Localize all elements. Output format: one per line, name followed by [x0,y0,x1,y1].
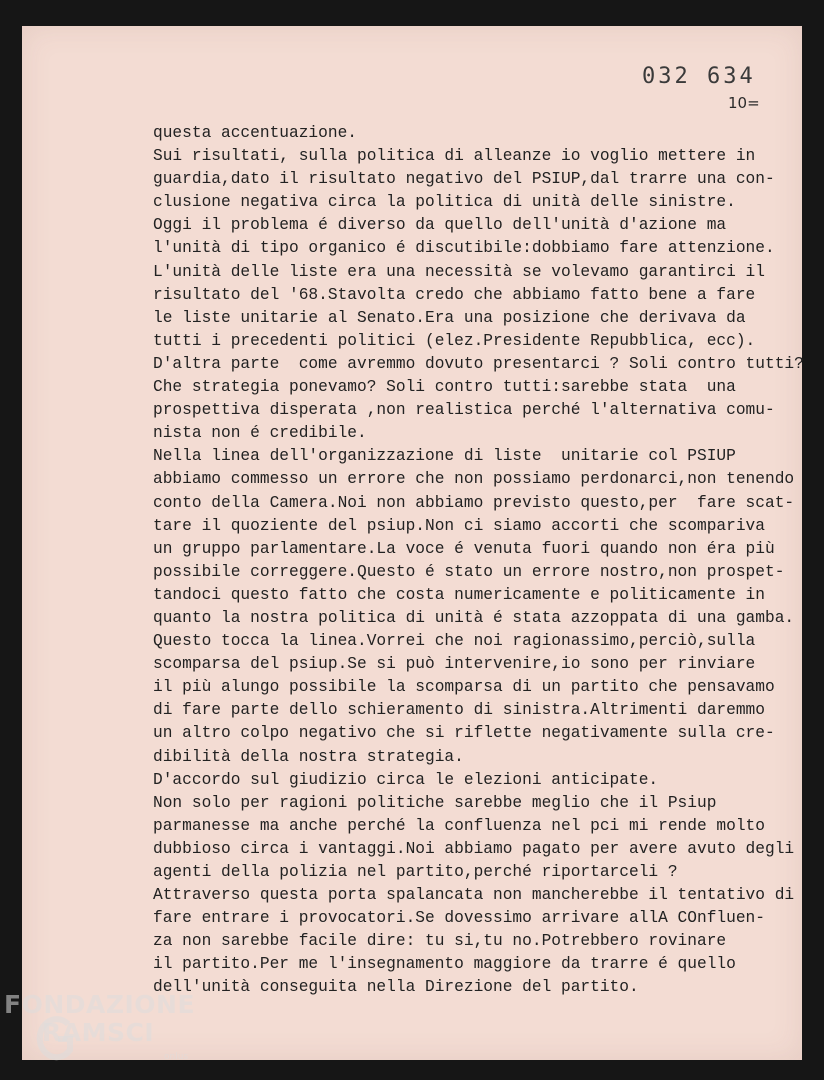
text-line: tandoci questo fatto che costa numericamente e politicamente in [153,585,765,604]
text-line: conto della Camera.Noi non abbiamo previsto questo,per fare scat- [153,493,795,512]
text-line: scomparsa del psiup.Se si può intervenire,io sono per rinviare [153,655,756,674]
text-line: un gruppo parlamentare.La voce é venuta fuori quando non éra più [153,539,775,558]
archive-number: 032 634 [642,64,756,89]
text-line: tutti i precedenti politici (elez.Presidente Repubblica, ecc). [153,331,756,350]
text-line: possibile correggere.Questo é stato un errore nostro,non prospet- [153,562,785,581]
text-line: il più alungo possibile la scomparsa di un partito che pensavamo [153,678,775,697]
page-number: 10= [728,94,760,112]
text-line: questa accentuazione. [153,124,357,142]
text-line: il partito.Per me l'insegnamento maggiore da trarre é quello [153,955,736,974]
watermark-onlus: onlus [164,1052,189,1062]
text-line: clusione negativa circa la politica di unità delle sinistre. [153,193,736,212]
text-line: parmanesse ma anche perché la confluenza nel pci mi rende molto [153,816,765,835]
text-line: Oggi il problema é diverso da quello dell'unità d'azione ma [153,216,727,235]
text-line: tare il quoziente del psiup.Non ci siamo accorti che scompariva [153,516,765,535]
text-line: prospettiva disperata ,non realistica perché l'alternativa comu- [153,401,775,420]
fondazione-gramsci-watermark [4,990,234,1075]
typewritten-text [153,122,804,1000]
text-line: dibilità della nostra strategia. [153,747,464,766]
text-line: risultato del '68.Stavolta credo che abbiamo fatto bene a fare [153,285,756,304]
text-line: Nella linea dell'organizzazione di liste unitarie col PSIUP [153,447,736,466]
text-line: di fare parte dello schieramento di sinistra.Altrimenti daremmo [153,701,765,720]
text-line: dubbioso circa i vantaggi.Noi abbiamo pagato per avere avuto degli [153,839,795,858]
text-line: za non sarebbe facile dire: tu si,tu no.Potrebbero rovinare [153,932,727,951]
text-line: guardia,dato il risultato negativo del PSIUP,dal trarre una con- [153,170,775,189]
text-line: un altro colpo negativo che si riflette negativamente sulla cre- [153,724,775,743]
text-line: fare entrare i provocatori.Se dovessimo arrivare allA COnfluen- [153,909,765,928]
text-line: quanto la nostra politica di unità é stata azzoppata di una gamba. [153,608,795,627]
text-line: abbiamo commesso un errore che non possiamo perdonarci,non tenendo [153,470,795,489]
document-page [22,26,802,1060]
text-line: Non solo per ragioni politiche sarebbe meglio che il Psiup [153,793,717,812]
text-line: le liste unitarie al Senato.Era una posizione che derivava da [153,308,746,327]
text-line: nista non é credibile. [153,424,367,443]
text-line: D'accordo sul giudizio circa le elezioni anticipate. [153,770,659,789]
watermark-line2: RAMSCI [42,1018,155,1047]
text-line: agenti della polizia nel partito,perché riportarceli ? [153,863,678,881]
text-line: Attraverso questa porta spalancata non mancherebbe il tentativo di [153,886,795,905]
watermark-line1: FONDAZIONE [4,990,196,1019]
text-line: l'unità di tipo organico é discutibile:dobbiamo fare attenzione. [153,239,775,258]
text-line: Questo tocca la linea.Vorrei che noi ragionassimo,perciò,sulla [153,632,756,651]
text-line: L'unità delle liste era una necessità se volevamo garantirci il [153,262,765,281]
text-line: D'altra parte come avremmo dovuto presentarci ? Soli contro tutti? [153,354,804,373]
text-line: Sui risultati, sulla politica di alleanze io voglio mettere in [153,147,756,166]
text-line: Che strategia ponevamo? Soli contro tutti:sarebbe stata una [153,378,736,397]
text-line: dell'unità conseguita nella Direzione del partito. [153,978,639,997]
